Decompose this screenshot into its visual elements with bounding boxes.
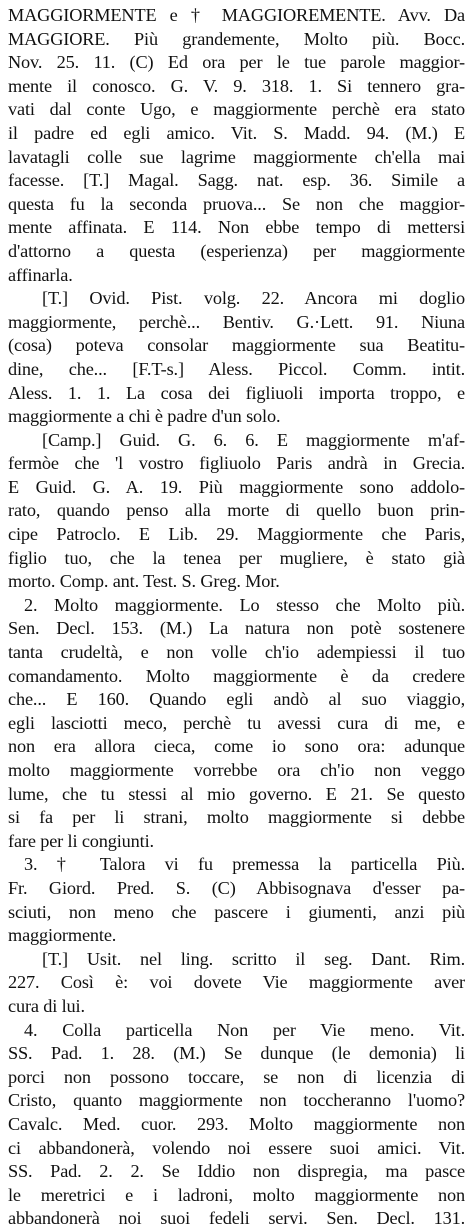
text-line: si fa per li strani, molto maggiormente si debbe (8, 807, 465, 828)
text-line: (cosa) poteva consolar maggiormente sua Beatitu- (8, 335, 465, 356)
text-line: che... E 160. Quando egli andò al suo viaggio, (8, 689, 465, 710)
text-line: molto maggiormente vorrebbe ora ch'io non veggo (8, 760, 465, 780)
text-line: rato, quando penso alla morte di quello buon prin- (8, 500, 465, 521)
text-line: tanta crudeltà, e non volle ch'io adempiessi il tuo (8, 642, 465, 663)
entry-headword-line: MAGGIORMENTE e † MAGGIOREMENTE. Avv. Da (8, 5, 465, 25)
text-line: mente affinata. E 114. Non ebbe tempo di mettersi (8, 217, 465, 238)
text-line: MAGGIORE. Più grandemente, Molto più. Bocc. (8, 28, 465, 49)
paragraph-start-line: [T.] Usit. nel ling. scritto il seg. Dant. Rim. (42, 948, 465, 969)
text-line: abbandonerà noi suoi fedeli servi. Sen. Decl. 131. (8, 1208, 465, 1229)
text-line: d'attorno a questa (esperienza) per maggiormente (8, 240, 465, 261)
text-line: maggiormente, perchè... Bentiv. G.·Lett. 91. Niuna (8, 311, 465, 332)
text-line: Sen. Decl. 153. (M.) La natura non potè sostenere (8, 618, 465, 639)
text-line: dine, che... [F.T-s.] Aless. Piccol. Comm. intit. (8, 358, 465, 379)
text-line: Nov. 25. 11. (C) Ed ora per le tue parole maggior- (8, 52, 465, 73)
text-line: questa fu la seconda pruova... Se non che maggior- (8, 193, 465, 214)
text-line: il padre ed egli amico. Vit. S. Madd. 94. (M.) E (8, 122, 465, 143)
text-line: ci abbandonerà, volendo noi essere suoi amici. Vit. (8, 1137, 465, 1158)
text-line: maggiormente a chi è padre d'un solo. (8, 406, 281, 427)
text-line: affinarla. (8, 264, 73, 285)
sense-3-heading-line: 3. † Talora vi fu premessa la particella Più. (24, 854, 465, 875)
dictionary-entry-maggiormente (8, 4, 465, 1231)
paragraph-start-line: [Camp.] Guid. G. 6. 6. E maggiormente m'af- (42, 429, 465, 450)
text-line: lavatagli colle sue lagrime maggiormente ch'ella mai (8, 146, 465, 167)
text-line: maggiormente. (8, 925, 117, 946)
paragraph-start-line: [T.] Ovid. Pist. volg. 22. Ancora mi doglio (42, 288, 465, 309)
text-line: facesse. [T.] Magal. Sagg. nat. esp. 36. Simile a (8, 170, 465, 191)
text-line: lume, che tu stessi al mio governo. E 21. Se questo (8, 783, 465, 804)
text-line: porci non possono toccare, se non di licenzia di (8, 1066, 465, 1087)
text-line: Cavalc. Med. cuor. 293. Molto maggiormente non (8, 1113, 465, 1134)
sense-4-heading-line: 4. Colla particella Non per Vie meno. Vit. (24, 1019, 465, 1040)
text-line: comandamento. Molto maggiormente è da credere (8, 665, 465, 686)
text-line: le meretrici e i ladroni, molto maggiormente non (8, 1184, 465, 1205)
text-line: E Guid. G. A. 19. Più maggiormente sono addolo- (8, 476, 465, 497)
text-line: vati dal conte Ugo, e maggiormente perchè era stato (8, 99, 465, 120)
text-line: sciuti, non meno che pascere i giumenti, anzi più (8, 901, 465, 922)
text-line: cura di lui. (8, 995, 85, 1016)
text-line: fermòe che 'l vostro figliuolo Paris andrà in Grecia. (8, 453, 465, 474)
sense-2-heading-line: 2. Molto maggiormente. Lo stesso che Molto più. (24, 594, 465, 615)
text-line: 227. Così è: voi dovete Vie maggiormente aver (8, 972, 465, 993)
text-line: non era allora cieca, come io sono ora: adunque (8, 736, 465, 757)
text-line: mente il conosco. G. V. 9. 318. 1. Si tennero gra- (8, 75, 465, 96)
text-line: fare per li congiunti. (8, 830, 154, 851)
text-line: cipe Patroclo. E Lib. 29. Maggiormente che Paris, (8, 524, 465, 545)
text-line: egli lasciotti meco, perchè tu avessi cura di me, e (8, 712, 465, 733)
text-line: morto. Comp. ant. Test. S. Greg. Mor. (8, 571, 280, 592)
text-line: Aless. 1. 1. La cosa dei figliuoli importa troppo, e (8, 382, 465, 403)
text-line: Fr. Giord. Pred. S. (C) Abbisognava d'esser pa- (8, 877, 465, 898)
text-line: figlio tuo, che la tenea per mugliere, è stato già (8, 547, 465, 568)
text-line: SS. Pad. 2. 2. Se Iddio non dispregia, ma pasce (8, 1161, 465, 1182)
text-line: Cristo, quanto maggiormente non toccheranno l'uomo? (8, 1090, 465, 1111)
text-line: SS. Pad. 1. 28. (M.) Se dunque (le demonia) li (8, 1043, 465, 1064)
